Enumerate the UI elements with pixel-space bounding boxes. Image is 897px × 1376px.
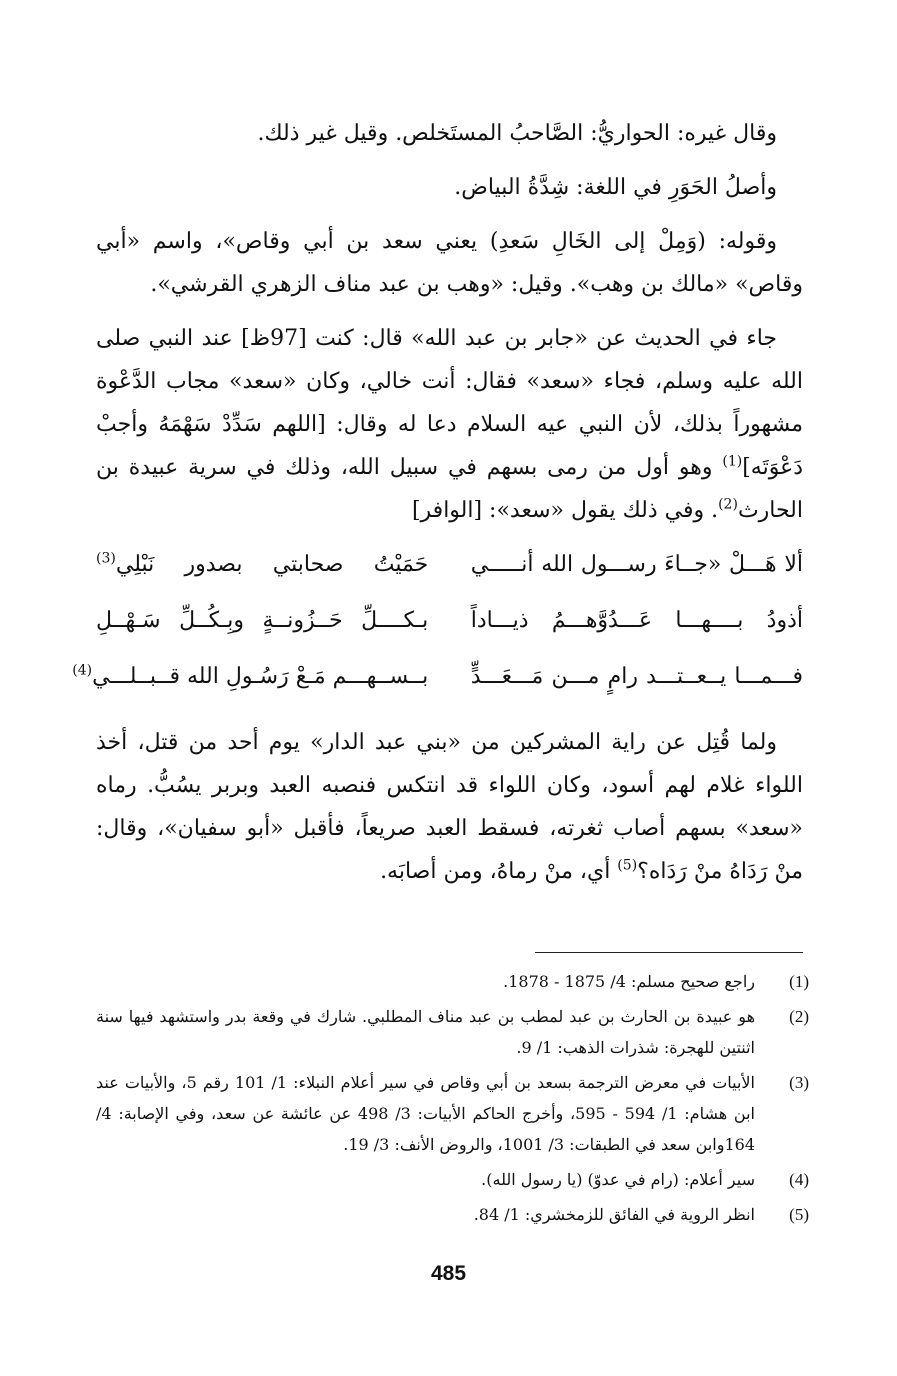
hemistich-text: فـــمـــا يــعــتـــد رامٍ مـــن مَـــعَـــدٍّ: [470, 664, 803, 689]
paragraph-text: . وفي ذلك يقول «سعد»: [الوافر]: [411, 498, 719, 523]
paragraph-text: وقوله: (وَمِلْ إلى الخَالِ سَعدِ) يعني سعد بن أبي وقاص»، واسم «أبي وقاص» «مالك بن وهب». وقيل: «وهب بن عبد مناف الزهري القرشي».: [96, 229, 803, 297]
footnote-separator: [535, 952, 803, 953]
verse-second-hemistich: [72, 655, 429, 698]
footnote-marker: (3): [96, 550, 116, 567]
footnote-text: الأبيات في معرض الترجمة بسعد بن أبي وقاص في سير أعلام النبلاء: 1/ 101 رقم 5، والأبيات عند ابن هشام: 1/ 594 - 595، وأخرج الحاكم الأبيات: 3/ 498 عن عائشة عن سعد، وفي الإصابة: 4/ 164وابن سعد في الطبقات: 3/ 1001، والروض الأنف: 3/ 19.: [96, 1073, 756, 1154]
paragraph-text: وقال غيره: الحواريُّ: الصَّاحبُ المستَخلص. وقيل غير ذلك.: [257, 121, 777, 146]
paragraph-text: جاء في الحديث عن «جابر بن عبد الله» قال: كنت [97ظ] عند النبي صلى الله عليه وسلم، فجاء «سعد» فقال: أنت خالي، وكان «سعد» مجاب الدَّعْوة مشهوراً بذلك، لأن النبي عيه السلام دعا له وقال: [اللهم سَدِّدْ سَهْمَهُ وأجبْ دَعْوَتَه]: [96, 326, 803, 480]
footnote-marker: (2): [718, 496, 738, 513]
paragraph-text: ولما قُتِل عن راية المشركين من «بني عبد الدار» يوم أحد من قتل، أخذ اللواء غلام لهم أسود، وكان اللواء قد انتكس فنصبه العبد وبربر يسُبُّ. رماه «سعد» بسهم أصاب ثغرته، فسقط العبد صريعاً، فأقبل «أبو سفيان»، وقال: منْ رَدَاهُ منْ رَدَاه؟: [96, 730, 803, 884]
poem-verse: [96, 543, 803, 599]
footnote-number: (3): [789, 1073, 809, 1092]
footnote-marker: (1): [722, 453, 743, 470]
page-number: 485: [430, 1262, 467, 1285]
footnote-number: (2): [789, 1007, 809, 1026]
hemistich-text: ألا هَـــلْ «جــاءَ رســـول الله أنـــــي: [470, 552, 803, 577]
hemistich-text: بــســهـــم مَـعْ رَسُـولِ الله قــبــلـــي: [92, 664, 429, 689]
footnote-number: (4): [789, 1170, 809, 1189]
paragraph-text: وهو أول من رمى بسهم في سبيل الله، وذلك في سرية عبيدة بن الحارث: [96, 455, 803, 523]
verse-second-hemistich: [96, 599, 428, 642]
footnote-text: سير أعلام: (رام في عدوّ) (يا رسول الله).: [481, 1170, 755, 1189]
footnote-number: (1): [789, 972, 809, 991]
footnote-marker: (5): [617, 857, 638, 874]
footnote: [96, 1001, 809, 1063]
hemistich-text: حَمَيْتُ صحابتي بصدور نَبْلِي: [115, 552, 429, 577]
hemistich-text: بـكــــلِّ حَــزُونــةٍ وبِـكُــلِّ سَـهْــلِ: [96, 608, 429, 633]
paragraph: [96, 220, 803, 306]
poem-verse: [96, 599, 803, 655]
paragraph: [96, 112, 803, 155]
hemistich-text: أذودُ بــــهـــا عَـــدُوَّهـــمُ ذيـــاداً: [470, 608, 803, 633]
verse-first-hemistich: [471, 599, 803, 642]
verse-first-hemistich: [471, 655, 803, 698]
footnote: [96, 1067, 809, 1160]
footnote-text: انظر الروية في الفائق للزمخشري: 1/ 84.: [473, 1205, 755, 1224]
paragraph: [96, 317, 803, 532]
paragraph: [96, 721, 803, 893]
footnote-number: (5): [789, 1205, 809, 1224]
footnote-marker: (4): [72, 662, 93, 679]
footnotes: [96, 966, 809, 1234]
footnote-text: راجع صحيح مسلم: 4/ 1875 - 1878.: [503, 972, 755, 991]
paragraph-text: وأصلُ الحَوَرِ في اللغة: شِدَّةُ البياض.: [454, 175, 777, 200]
footnote: [96, 1199, 809, 1230]
footnote: [96, 966, 809, 997]
paragraph: [96, 166, 803, 209]
paragraph-text: أي، منْ رماهُ، ومن أصابَه.: [380, 859, 618, 884]
poem-verse: [72, 655, 803, 711]
verse-second-hemistich: [96, 543, 428, 586]
verse-first-hemistich: [471, 543, 803, 586]
poem: [72, 543, 803, 711]
footnote-text: هو عبيدة بن الحارث بن عبد لمطب بن عبد مناف المطلبي. شارك في وقعة بدر واستشهد فيها سنة اثنتين للهجرة: شذرات الذهب: 1/ 9.: [96, 1007, 755, 1057]
main-text: [72, 112, 803, 904]
footnote: [96, 1164, 809, 1195]
